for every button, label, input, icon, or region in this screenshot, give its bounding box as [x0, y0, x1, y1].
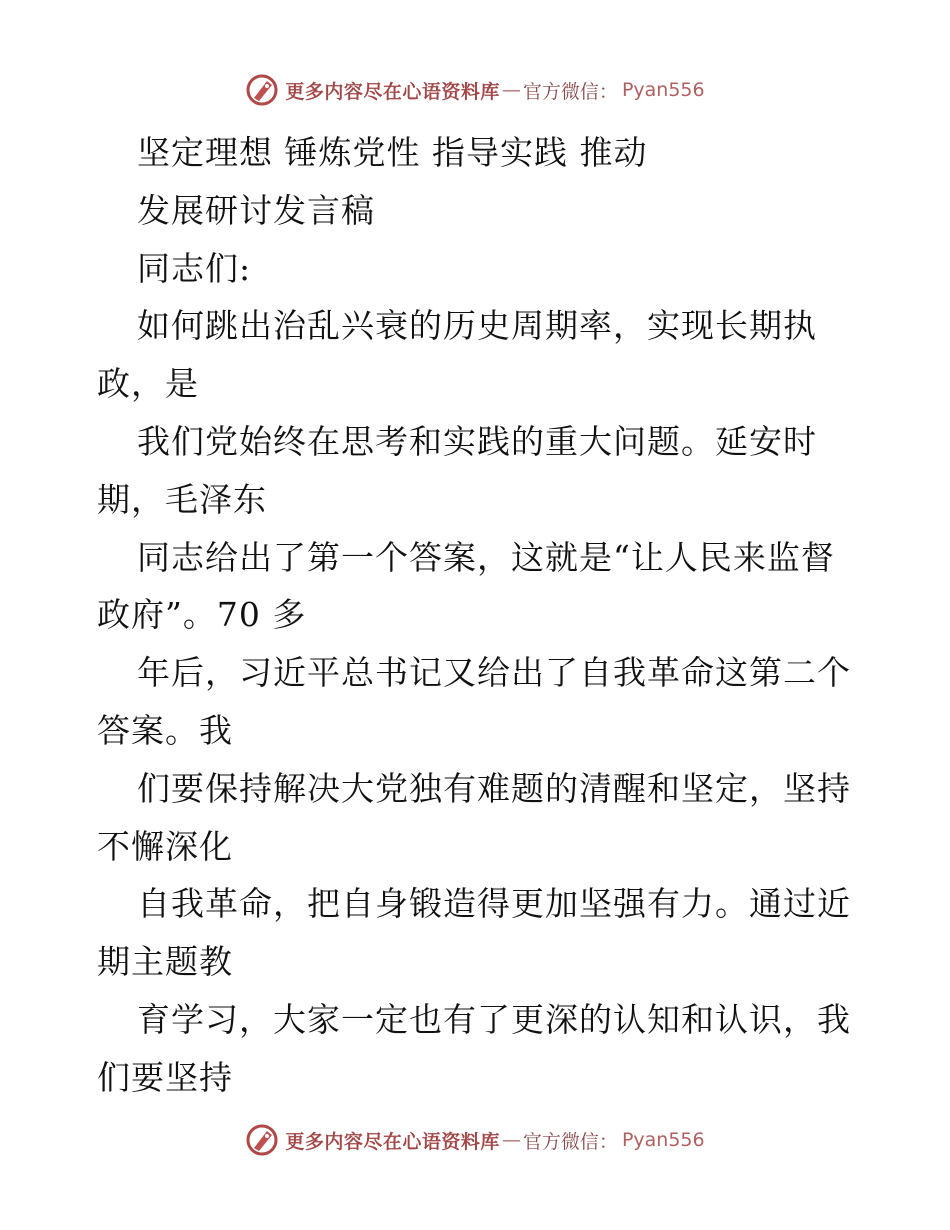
- watermark-separator: —: [501, 79, 521, 101]
- paragraph-line: 育学习，大家一定也有了更深的认知和认识，我: [137, 999, 851, 1039]
- document-title-line: 发展研讨发言稿: [137, 190, 375, 230]
- watermark-wechat-id: Pyan556: [621, 1129, 705, 1151]
- paragraph-line: 政，是: [97, 364, 199, 404]
- paragraph-line: 们要保持解决大党独有难题的清醒和坚定，坚持: [137, 768, 851, 808]
- watermark-separator: —: [501, 1129, 521, 1151]
- paragraph-line: 如何跳出治乱兴衰的历史周期率，实现长期执: [137, 306, 817, 346]
- document-body: [0, 124, 950, 1107]
- watermark-wechat-label: 官方微信：: [522, 80, 618, 103]
- paragraph-line: 期主题教: [97, 942, 233, 982]
- paragraph-line: 同志给出了第一个答案，这就是“让人民来监督: [137, 537, 835, 577]
- paragraph-line: 政府”。70 多: [97, 595, 307, 635]
- paragraph-line: 年后，习近平总书记又给出了自我革命这第二个: [137, 653, 851, 693]
- paragraph-line: 不懈深化: [97, 826, 233, 866]
- pen-nib-circle-icon: [245, 73, 279, 107]
- watermark-wechat-label: 官方微信：: [522, 1130, 618, 1153]
- paragraph-line: 们要坚持: [97, 1057, 233, 1097]
- paragraph-line: 自我革命，把自身锻造得更加坚强有力。通过近: [137, 884, 851, 924]
- paragraph-line: 期，毛泽东: [97, 479, 267, 519]
- watermark-site-text: 更多内容尽在心语资料库: [285, 80, 500, 103]
- pen-nib-circle-icon: [245, 1123, 279, 1157]
- salutation: 同志们:: [137, 248, 252, 288]
- document-title-line: 坚定理想 锤炼党性 指导实践 推动: [137, 133, 648, 172]
- watermark-site-text: 更多内容尽在心语资料库: [285, 1130, 500, 1153]
- paragraph-line: 我们党始终在思考和实践的重大问题。延安时: [137, 421, 817, 461]
- paragraph-line: 答案。我: [97, 710, 233, 750]
- watermark-header: [0, 70, 950, 110]
- watermark-footer: [0, 1120, 950, 1160]
- watermark-wechat-id: Pyan556: [621, 79, 705, 101]
